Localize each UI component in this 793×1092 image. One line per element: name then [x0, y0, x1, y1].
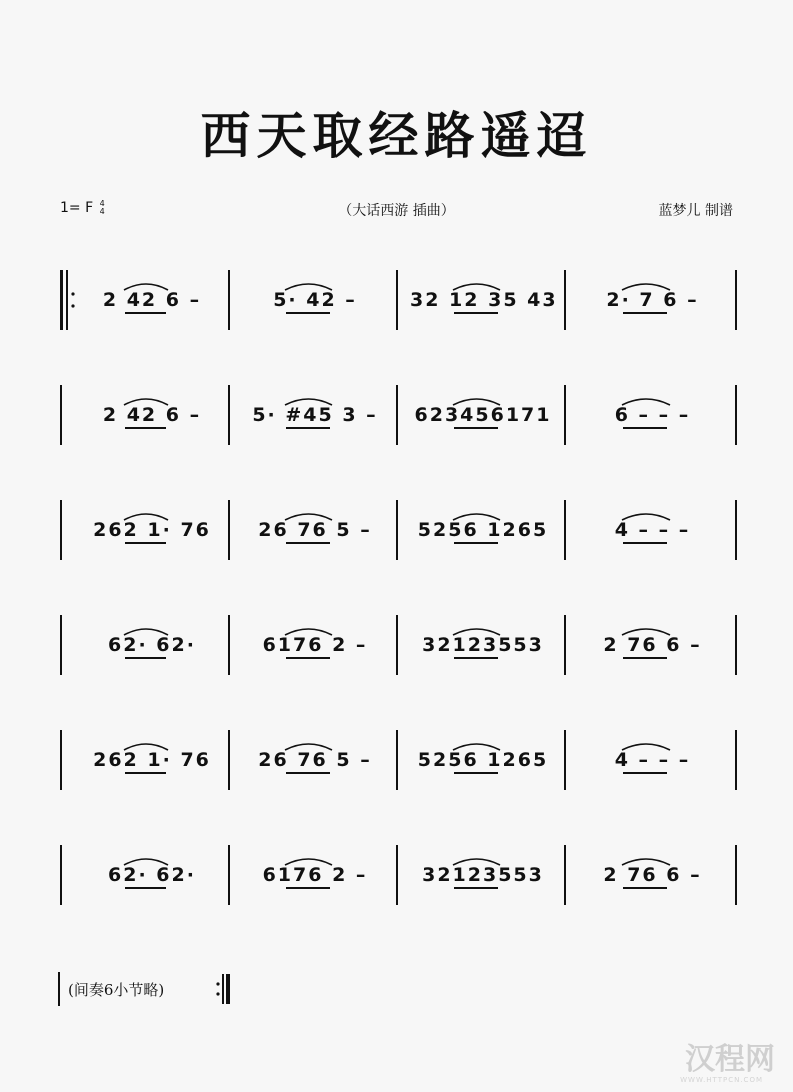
measure-notes: 262 1· 76 [93, 749, 211, 771]
measure-notes: 5· #45 3 – [252, 404, 378, 426]
rhythm-beam [286, 887, 330, 889]
measure-notes: 4 – – – [614, 749, 691, 771]
slur-arc [122, 623, 170, 637]
score-row [50, 270, 750, 330]
bar-line [60, 500, 62, 560]
measure-notes: 6 – – – [614, 404, 691, 426]
slur-arc [283, 393, 334, 407]
rhythm-beam [125, 772, 166, 774]
slur-arc [283, 738, 334, 752]
slur-arc [620, 393, 672, 407]
score-row [50, 730, 750, 790]
slur-arc [283, 853, 334, 867]
bar-line [564, 270, 566, 330]
song-title: 西天取经路遥迢 [200, 107, 593, 165]
slur-arc [620, 623, 672, 637]
rhythm-beam [286, 657, 330, 659]
measure-notes: 5· 42 – [273, 289, 357, 311]
bar-line [228, 845, 230, 905]
rhythm-beam [623, 772, 668, 774]
bar-line [564, 730, 566, 790]
measure-notes: 623456171 [414, 404, 552, 426]
measure-notes: 6176 2 – [262, 864, 368, 886]
rhythm-beam [454, 772, 498, 774]
measure-notes: 32123553 [422, 864, 544, 886]
bar-line [60, 385, 62, 445]
slur-arc [283, 278, 334, 292]
score-row [50, 615, 750, 675]
rhythm-beam [125, 542, 166, 544]
slur-arc [451, 853, 502, 867]
slur-arc [620, 853, 672, 867]
bar-line [564, 500, 566, 560]
slur-arc [451, 738, 502, 752]
bar-line [60, 730, 62, 790]
slur-arc [451, 393, 502, 407]
interlude-text: (间奏6小节略) [68, 981, 165, 999]
bar-line [735, 270, 737, 330]
bar-line [60, 615, 62, 675]
bar-line [396, 615, 398, 675]
score-row [50, 385, 750, 445]
bar-line [228, 270, 230, 330]
bar-line [60, 270, 63, 330]
bar-line [564, 845, 566, 905]
slur-arc [620, 278, 672, 292]
rhythm-beam [454, 542, 498, 544]
measure-notes: 5256 1265 [417, 519, 549, 541]
score-row [50, 500, 750, 560]
rhythm-beam [454, 312, 498, 314]
rhythm-beam [125, 887, 166, 889]
bar-line [735, 500, 737, 560]
bar-line [396, 270, 398, 330]
repeat-start-line [66, 270, 68, 330]
score-author: 蓝梦儿 制谱 [658, 203, 733, 219]
measure-notes: 5256 1265 [417, 749, 549, 771]
measure-notes: 62· 62· [108, 634, 196, 656]
rhythm-beam [454, 427, 498, 429]
measure-notes: 6176 2 – [262, 634, 368, 656]
rhythm-beam [286, 542, 330, 544]
interlude-bar-line [58, 972, 60, 1006]
bar-line [396, 730, 398, 790]
watermark-url: WWW.HTTPCN.COM [680, 1076, 763, 1084]
bar-line [228, 615, 230, 675]
slur-arc [451, 508, 502, 522]
bar-line [228, 500, 230, 560]
bar-line [564, 615, 566, 675]
rhythm-beam [623, 427, 668, 429]
rhythm-beam [125, 657, 166, 659]
measure-notes: 32123553 [422, 634, 544, 656]
rhythm-beam [623, 657, 668, 659]
rhythm-beam [125, 312, 166, 314]
bar-line [60, 845, 62, 905]
measure-notes: 2· 7 6 – [606, 289, 699, 311]
bar-line [396, 500, 398, 560]
measure-notes: 26 76 5 – [258, 519, 372, 541]
rhythm-beam [454, 887, 498, 889]
bar-line [735, 615, 737, 675]
rhythm-beam [286, 772, 330, 774]
bar-line [396, 385, 398, 445]
score-row [50, 845, 750, 905]
time-sig-den: 4 [99, 207, 105, 216]
rhythm-beam [623, 542, 668, 544]
rhythm-beam [286, 427, 330, 429]
bar-line [735, 730, 737, 790]
bar-line [396, 845, 398, 905]
song-source: （大话西游 插曲） [338, 203, 455, 219]
measure-notes: 2 42 6 – [102, 404, 202, 426]
slur-arc [283, 623, 334, 637]
slur-arc [620, 508, 672, 522]
slur-arc [122, 508, 170, 522]
bar-line [735, 385, 737, 445]
measure-notes: 2 42 6 – [102, 289, 202, 311]
repeat-start-dots [70, 270, 76, 330]
measure-notes: 26 76 5 – [258, 749, 372, 771]
end-repeat-sign [216, 972, 230, 1006]
measure-notes: 2 76 6 – [603, 864, 702, 886]
watermark-logo: 汉程网 [685, 1042, 775, 1077]
rhythm-beam [623, 312, 668, 314]
rhythm-beam [125, 427, 166, 429]
slur-arc [451, 623, 502, 637]
slur-arc [283, 508, 334, 522]
rhythm-beam [286, 312, 330, 314]
rhythm-beam [623, 887, 668, 889]
slur-arc [122, 278, 170, 292]
slur-arc [451, 278, 502, 292]
bar-line [735, 845, 737, 905]
key-label: 1= F [60, 200, 94, 216]
slur-arc [122, 853, 170, 867]
bar-line [228, 385, 230, 445]
bar-line [564, 385, 566, 445]
measure-notes: 262 1· 76 [93, 519, 211, 541]
bar-line [228, 730, 230, 790]
measure-notes: 32 12 35 43 [410, 289, 558, 311]
slur-arc [122, 393, 170, 407]
measure-notes: 4 – – – [614, 519, 691, 541]
measure-notes: 2 76 6 – [603, 634, 702, 656]
slur-arc [122, 738, 170, 752]
time-sig-num: 4 [99, 199, 105, 208]
measure-notes: 62· 62· [108, 864, 196, 886]
rhythm-beam [454, 657, 498, 659]
slur-arc [620, 738, 672, 752]
